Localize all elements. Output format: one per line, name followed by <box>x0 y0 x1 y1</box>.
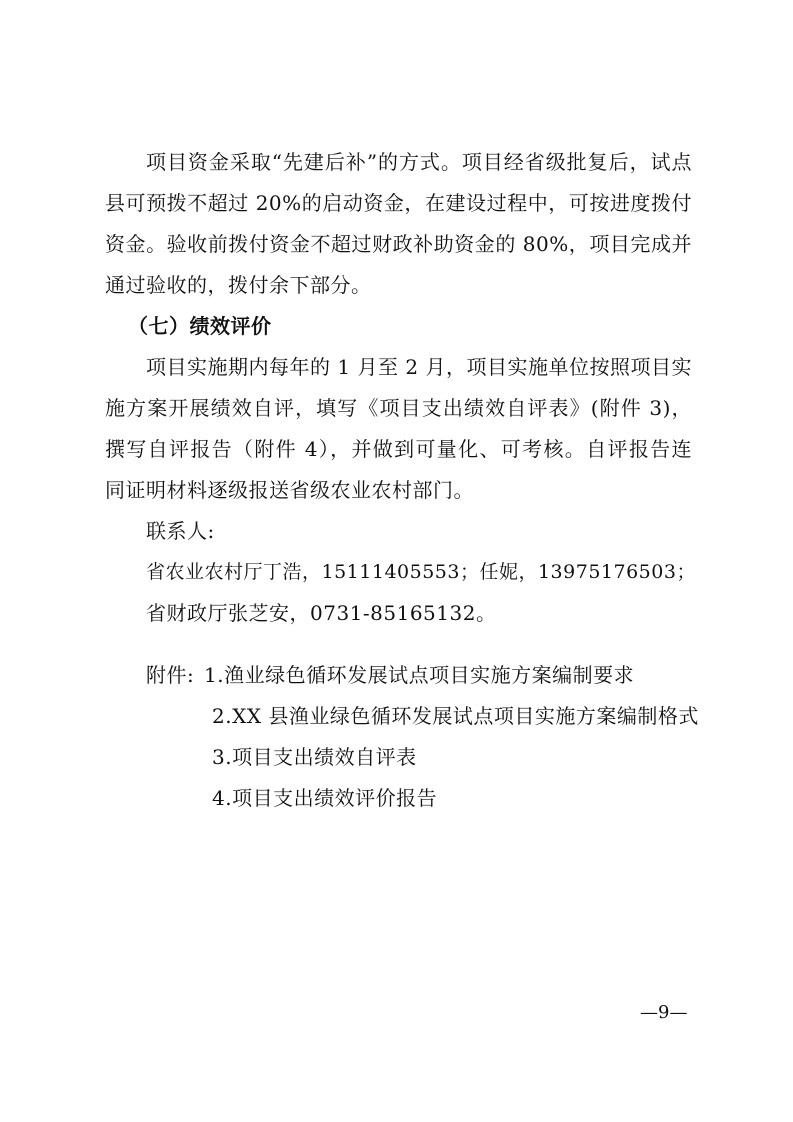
paragraph-line: 通过验收的，拨付余下部分。 <box>105 273 372 297</box>
attachment-item: 2.XX 县渔业绿色循环发展试点项目实施方案编制格式 <box>212 704 699 728</box>
paragraph-line: 施方案开展绩效自评，填写《项目支出绩效自评表》(附件 3)， <box>105 396 692 420</box>
section-heading: （七）绩效评价 <box>128 314 272 338</box>
attachment-item: 3.项目支出绩效自评表 <box>212 745 417 769</box>
attachment-item: 4.项目支出绩效评价报告 <box>212 786 438 810</box>
paragraph-line: 资金。验收前拨付资金不超过财政补助资金的 80%，项目完成并 <box>105 232 692 256</box>
page-number: —9— <box>640 1002 688 1023</box>
paragraph-line: 项目资金采取“先建后补”的方式。项目经省级批复后，试点 <box>146 150 692 174</box>
paragraph-line: 县可预拨不超过 20%的启动资金，在建设过程中，可按进度拨付 <box>105 191 692 215</box>
paragraph-line: 项目实施期内每年的 1 月至 2 月，项目实施单位按照项目实 <box>146 355 692 379</box>
attachment-item: 1.渔业绿色循环发展试点项目实施方案编制要求 <box>204 663 635 687</box>
contact-line: 省农业农村厅丁浩，15111405553；任妮，13975176503； <box>146 561 696 583</box>
contacts-label: 联系人: <box>146 519 215 543</box>
paragraph-line: 同证明材料逐级报送省级农业农村部门。 <box>105 478 474 502</box>
attachments-label: 附件: <box>146 663 195 687</box>
contact-line: 省财政厅张芝安，0731-85165132。 <box>146 601 497 625</box>
paragraph-line: 撰写自评报告（附件 4），并做到可量化、可考核。自评报告连 <box>105 437 692 461</box>
